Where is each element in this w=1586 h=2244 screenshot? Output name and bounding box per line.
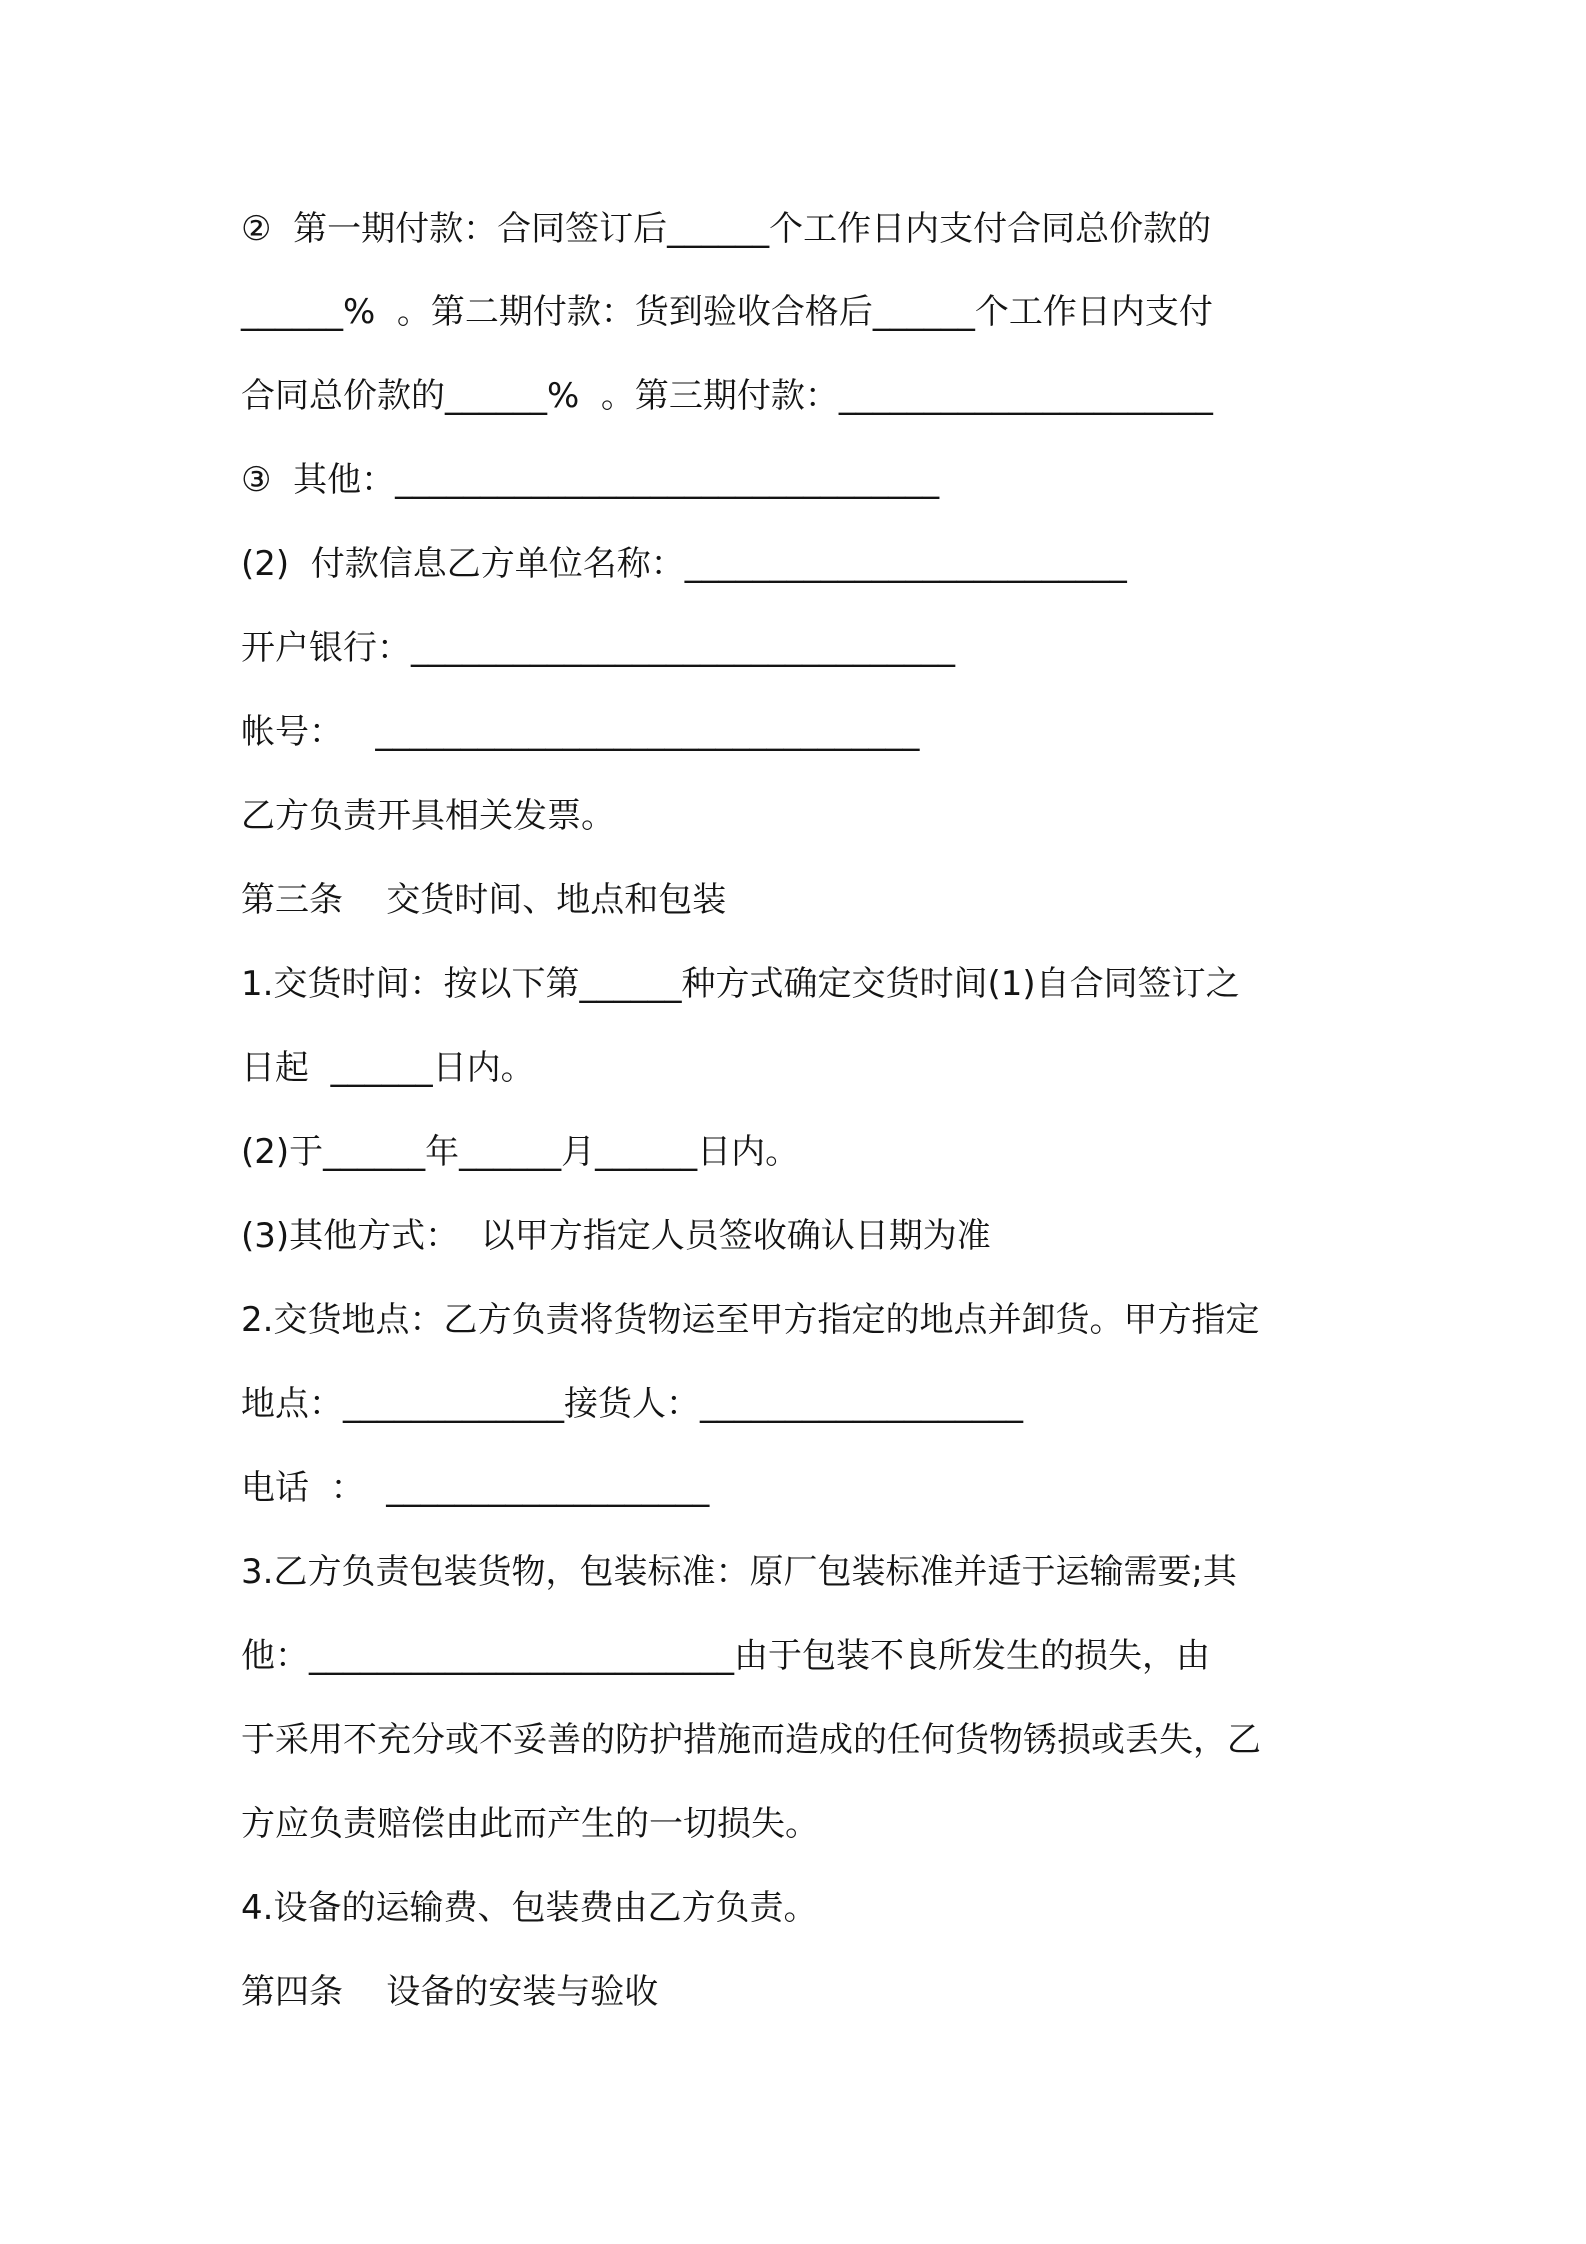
- text-line: 日起 ______日内。: [241, 1048, 535, 1088]
- text-line: 开户银行：________________________________: [241, 628, 955, 668]
- section-heading: 第三条 交货时间、地点和包装: [241, 880, 727, 920]
- text-line: 4.设备的运输费、包装费由乙方负责。: [241, 1888, 818, 1928]
- text-line: ② 第一期付款：合同签订后______个工作日内支付合同总价款的: [241, 209, 1212, 249]
- text-line: 乙方负责开具相关发票。: [241, 796, 615, 836]
- text-line: 方应负责赔偿由此而产生的一切损失。: [241, 1804, 819, 1844]
- text-line: (3)其他方式： 以甲方指定人员签收确认日期为准: [241, 1216, 991, 1256]
- text-line: ③ 其他：________________________________: [241, 460, 940, 500]
- text-line: 他：_________________________由于包装不良所发生的损失，由: [241, 1636, 1210, 1676]
- text-line: (2) 付款信息乙方单位名称：__________________________: [241, 544, 1127, 584]
- text-line: 合同总价款的______% 。第三期付款：______________________: [241, 376, 1213, 416]
- text-line: (2)于______年______月______日内。: [241, 1132, 800, 1172]
- text-line: 2.交货地点：乙方负责将货物运至甲方指定的地点并卸货。甲方指定: [241, 1300, 1260, 1340]
- text-line: 3.乙方负责包装货物，包装标准：原厂包装标准并适于运输需要;其: [241, 1552, 1237, 1592]
- text-line: 帐号： ________________________________: [241, 712, 920, 752]
- text-line: 1.交货时间：按以下第______种方式确定交货时间(1)自合同签订之: [241, 964, 1240, 1004]
- text-line: 电话 ： ___________________: [241, 1468, 710, 1508]
- text-line: 于采用不充分或不妥善的防护措施而造成的任何货物锈损或丢失，乙: [241, 1720, 1261, 1760]
- section-heading: 第四条 设备的安装与验收: [241, 1972, 659, 2012]
- text-line: 地点：_____________接货人：___________________: [241, 1384, 1023, 1424]
- text-line: ______% 。第二期付款：货到验收合格后______个工作日内支付: [241, 292, 1213, 332]
